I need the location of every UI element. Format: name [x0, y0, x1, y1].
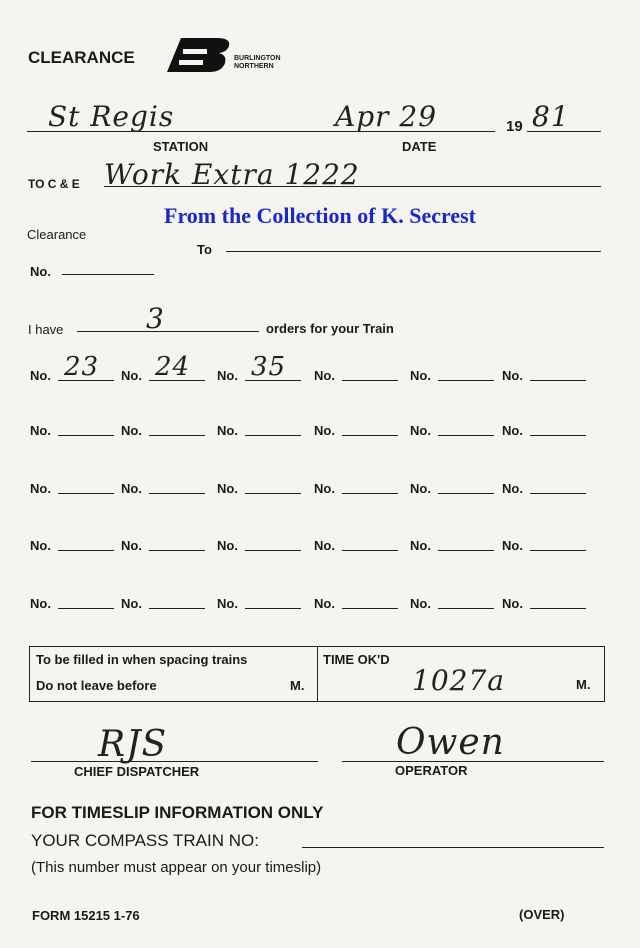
order-no-label: No. [410, 368, 431, 383]
order-no-label: No. [121, 538, 142, 553]
order-no-label: No. [502, 423, 523, 438]
order-no-value: 23 [64, 352, 100, 382]
year-value: 81 [532, 100, 570, 133]
clearance-no-label: No. [30, 264, 51, 279]
compass-line [302, 847, 604, 848]
order-no-value: 24 [155, 352, 191, 382]
order-no-line [149, 493, 205, 494]
over-label: (OVER) [519, 907, 565, 922]
spacing-m-right: M. [576, 677, 591, 692]
order-no-label: No. [121, 368, 142, 383]
order-no-line [245, 608, 301, 609]
burlington-northern-logo-icon [165, 36, 233, 74]
order-no-line [149, 608, 205, 609]
order-no-line [438, 380, 494, 381]
order-no-label: No. [314, 423, 335, 438]
order-no-label: No. [121, 596, 142, 611]
order-no-label: No. [502, 368, 523, 383]
order-no-line [58, 550, 114, 551]
order-no-label: No. [502, 538, 523, 553]
order-no-line [530, 435, 586, 436]
spacing-box-divider [317, 647, 318, 701]
station-value: St Regis [48, 100, 175, 133]
order-no-label: No. [410, 481, 431, 496]
order-no-label: No. [314, 596, 335, 611]
order-no-label: No. [217, 481, 238, 496]
order-no-label: No. [410, 596, 431, 611]
date-value: Apr 29 [335, 100, 438, 133]
order-no-label: No. [217, 538, 238, 553]
order-no-label: No. [217, 368, 238, 383]
order-no-line [342, 550, 398, 551]
order-no-label: No. [30, 481, 51, 496]
operator-signature: Owen [396, 722, 505, 763]
logo-text-northern: NORTHERN [234, 63, 274, 70]
order-no-line [342, 608, 398, 609]
order-no-label: No. [30, 368, 51, 383]
order-no-value: 35 [251, 352, 287, 382]
order-no-label: No. [30, 596, 51, 611]
order-no-line [58, 435, 114, 436]
year-line [527, 131, 601, 132]
order-no-line [530, 608, 586, 609]
order-no-line [245, 435, 301, 436]
order-no-label: No. [314, 481, 335, 496]
clearance-to-label: To [197, 242, 212, 257]
order-no-label: No. [410, 538, 431, 553]
dispatcher-initials: RJS [98, 724, 168, 765]
to-ce-value: Work Extra 1222 [104, 158, 360, 191]
order-no-line [438, 550, 494, 551]
order-no-label: No. [30, 423, 51, 438]
order-no-label: No. [30, 538, 51, 553]
order-no-line [149, 435, 205, 436]
clearance-no-line [62, 274, 154, 275]
logo-text-burlington: BURLINGTON [234, 55, 281, 62]
order-no-label: No. [217, 596, 238, 611]
timeslip-heading: FOR TIMESLIP INFORMATION ONLY [31, 803, 324, 822]
time-okd-label: TIME OK'D [323, 652, 390, 667]
order-no-label: No. [121, 423, 142, 438]
collection-watermark: From the Collection of K. Secrest [164, 203, 476, 228]
order-no-line [342, 435, 398, 436]
operator-label: OPERATOR [395, 763, 468, 778]
date-label: DATE [402, 139, 437, 154]
dispatcher-label: CHIEF DISPATCHER [74, 764, 200, 779]
order-no-line [245, 550, 301, 551]
order-no-label: No. [502, 596, 523, 611]
orders-count: 3 [146, 302, 165, 335]
dispatcher-line [31, 761, 318, 762]
order-no-line [245, 493, 301, 494]
order-no-line [530, 493, 586, 494]
form-title: CLEARANCE [28, 48, 135, 67]
form-number: FORM 15215 1-76 [32, 908, 140, 923]
order-no-line [530, 380, 586, 381]
order-no-line [149, 550, 205, 551]
station-label: STATION [153, 139, 209, 154]
compass-label: YOUR COMPASS TRAIN NO: [31, 831, 259, 850]
order-no-line [342, 493, 398, 494]
timeslip-note: (This number must appear on your timeslip) [31, 859, 322, 876]
order-no-line [438, 608, 494, 609]
order-no-line [342, 380, 398, 381]
spacing-m-left: M. [290, 678, 305, 693]
year-prefix: 19 [506, 118, 523, 135]
to-ce-label: TO C & E [28, 177, 80, 191]
orders-count-line [77, 331, 259, 332]
order-no-label: No. [121, 481, 142, 496]
orders-prefix: I have [28, 322, 64, 337]
time-okd-value: 1027a [412, 664, 505, 697]
orders-suffix: orders for your Train [266, 321, 394, 336]
clearance-to-line [226, 251, 601, 252]
order-no-label: No. [314, 368, 335, 383]
order-no-line [530, 550, 586, 551]
order-no-label: No. [314, 538, 335, 553]
order-no-line [438, 435, 494, 436]
order-no-line [58, 608, 114, 609]
spacing-line-2: Do not leave before [36, 678, 157, 693]
spacing-line-1: To be filled in when spacing trains [36, 652, 248, 667]
order-no-line [58, 493, 114, 494]
order-no-label: No. [502, 481, 523, 496]
to-ce-line [104, 186, 601, 187]
order-no-line [438, 493, 494, 494]
order-no-label: No. [217, 423, 238, 438]
clearance-label: Clearance [27, 227, 87, 242]
order-no-label: No. [410, 423, 431, 438]
